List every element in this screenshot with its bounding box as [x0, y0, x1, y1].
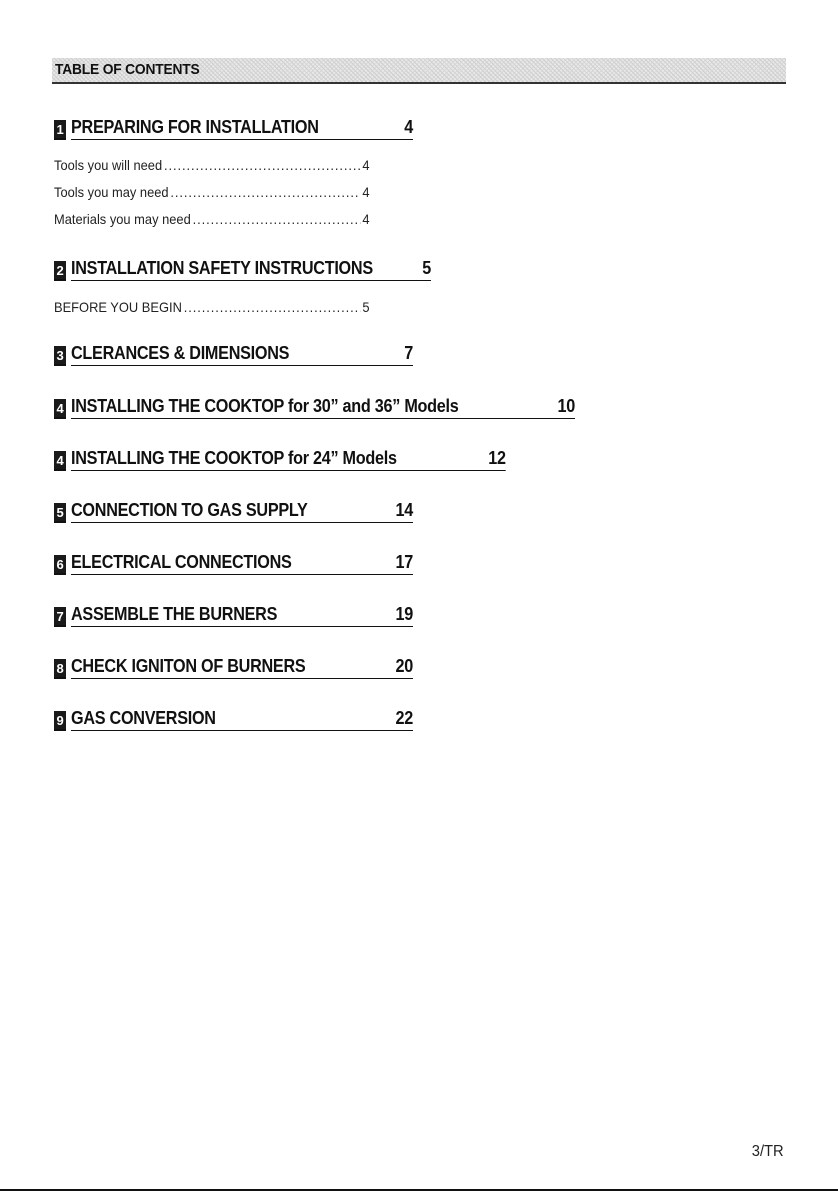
section-title-text: GAS CONVERSION [71, 708, 216, 728]
subsection-label: Tools you may need [54, 184, 169, 200]
section-7[interactable] [54, 603, 451, 627]
toc-header-bar [52, 58, 786, 84]
section-title-text: ELECTRICAL CONNECTIONS [71, 552, 292, 572]
section-title-text: INSTALLING THE COOKTOP for 24” Models [71, 448, 397, 468]
section-number-badge: 4 [54, 451, 66, 471]
dot-leader [184, 299, 361, 315]
section-number-badge: 9 [54, 711, 66, 731]
section-4-24-models[interactable] [54, 447, 554, 471]
page-number-footer: 3/TR [752, 1143, 784, 1160]
section-title-text: INSTALLATION SAFETY INSTRUCTIONS [71, 258, 373, 278]
subsection-page-number: 4 [362, 157, 370, 173]
section-page-number: 12 [488, 448, 506, 468]
section-number-badge: 7 [54, 607, 66, 627]
dot-leader [164, 157, 361, 173]
subsection-before-you-begin[interactable] [54, 295, 370, 315]
section-title [71, 344, 413, 366]
subsection-page-number: 4 [362, 184, 370, 200]
subsection-label: BEFORE YOU BEGIN [54, 299, 182, 315]
section-page-number: 7 [404, 343, 413, 363]
section-page-number: 19 [395, 604, 413, 624]
section-3[interactable] [54, 342, 451, 366]
subsection-page-number: 4 [362, 211, 370, 227]
section-title [71, 501, 413, 523]
dot-leader [170, 184, 360, 200]
section-title [71, 657, 413, 679]
section-8[interactable] [54, 655, 451, 679]
section-title [71, 605, 413, 627]
section-title [71, 449, 506, 471]
section-title-text: CONNECTION TO GAS SUPPLY [71, 500, 308, 520]
section-title-text: CLERANCES & DIMENSIONS [71, 343, 290, 363]
section-1[interactable] [54, 116, 451, 140]
toc-title: TABLE OF CONTENTS [55, 61, 200, 78]
section-page-number: 5 [422, 258, 431, 278]
section-page-number: 17 [395, 552, 413, 572]
section-page-number: 22 [395, 708, 413, 728]
section-9[interactable] [54, 707, 451, 731]
section-page-number: 14 [395, 500, 413, 520]
section-number-badge: 8 [54, 659, 66, 679]
section-title-text: INSTALLING THE COOKTOP for 30” and 36” Models [71, 396, 459, 416]
subsection-tools-may-need[interactable] [54, 180, 370, 200]
section-page-number: 4 [404, 117, 413, 137]
section-5[interactable] [54, 499, 451, 523]
subsection-page-number: 5 [362, 299, 370, 315]
section-title [71, 397, 575, 419]
section-number-badge: 5 [54, 503, 66, 523]
section-number-badge: 6 [54, 555, 66, 575]
section-page-number: 10 [557, 396, 575, 416]
subsection-label: Tools you will need [54, 157, 163, 173]
section-title [71, 259, 431, 281]
section-number-badge: 4 [54, 399, 66, 419]
subsection-label: Materials you may need [54, 211, 191, 227]
section-number-badge: 2 [54, 261, 66, 281]
section-4-30-36-models[interactable] [54, 395, 631, 419]
section-title-text: ASSEMBLE THE BURNERS [71, 604, 278, 624]
subsection-tools-will-need[interactable] [54, 153, 370, 173]
subsection-materials-may-need[interactable] [54, 207, 370, 227]
section-title [71, 118, 413, 140]
section-title [71, 553, 413, 575]
section-title-text: CHECK IGNITON OF BURNERS [71, 656, 306, 676]
dot-leader [193, 211, 361, 227]
section-title [71, 709, 413, 731]
section-title-text: PREPARING FOR INSTALLATION [71, 117, 319, 137]
section-6[interactable] [54, 551, 451, 575]
section-number-badge: 1 [54, 120, 66, 140]
section-2[interactable] [54, 257, 471, 281]
section-number-badge: 3 [54, 346, 66, 366]
section-page-number: 20 [395, 656, 413, 676]
